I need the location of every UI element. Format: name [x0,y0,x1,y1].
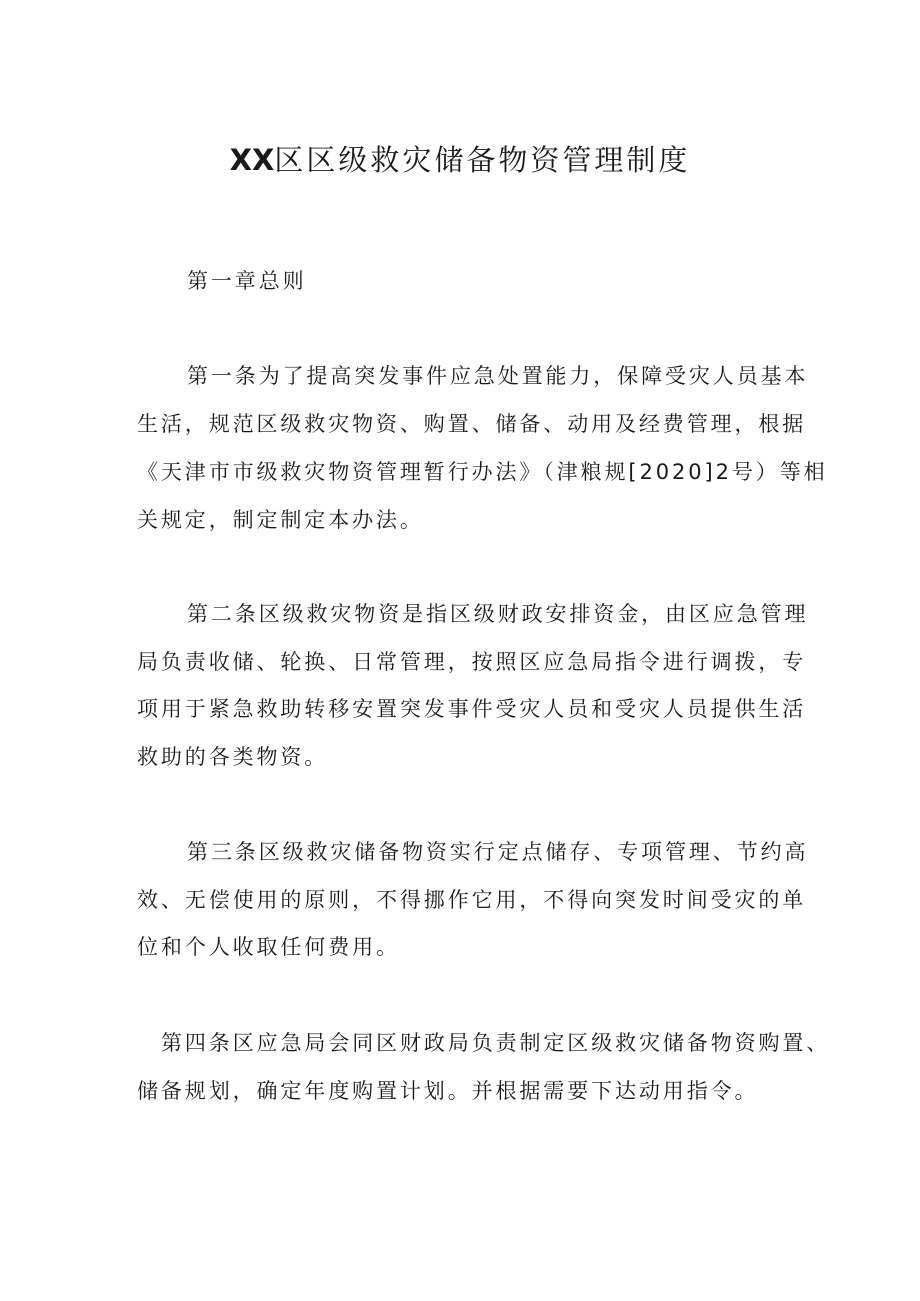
document-title-prefix: XX [229,143,275,177]
article-3-line-2: 效、无偿使用的原则，不得挪作它用，不得向突发时间受灾的单 [137,888,807,912]
article-1-line-3: 《天津市市级救灾物资管理暂行办法》（津粮规[2020]2号）等相 [137,460,828,484]
article-1-line-4: 关规定，制定制定本办法。 [137,508,424,532]
article-2-line-1: 第二条区级救灾物资是指区级财政安排资金，由区应急管理 [187,602,809,626]
article-1-line-1: 第一条为了提高突发事件应急处置能力，保障受灾人员基本 [187,364,809,388]
article-2-line-2: 局负责收储、轮换、日常管理，按照区应急局指令进行调拨，专 [137,650,807,674]
article-3-line-1: 第三条区级救灾储备物资实行定点储存、专项管理、节约高 [187,840,809,864]
article-3-line-3: 位和个人收取任何费用。 [137,935,400,959]
article-2-line-3: 项用于紧急救助转移安置突发事件受灾人员和受灾人员提供生活 [137,697,807,721]
article-4-line-2: 储备规划，确定年度购置计划。并根据需要下达动用指令。 [137,1079,759,1103]
article-2-line-4: 救助的各类物资。 [137,745,329,769]
document-title-text: 区区级救灾储备物资管理制度 [274,143,691,177]
article-1-line-2: 生活，规范区级救灾物资、购置、储备、动用及经费管理，根据 [137,412,807,436]
chapter-heading: 第一章总则 [187,269,307,293]
document-title [0,136,920,184]
article-4-line-1: 第四条区应急局会同区财政局负责制定区级救灾储备物资购置、 [161,1031,831,1055]
